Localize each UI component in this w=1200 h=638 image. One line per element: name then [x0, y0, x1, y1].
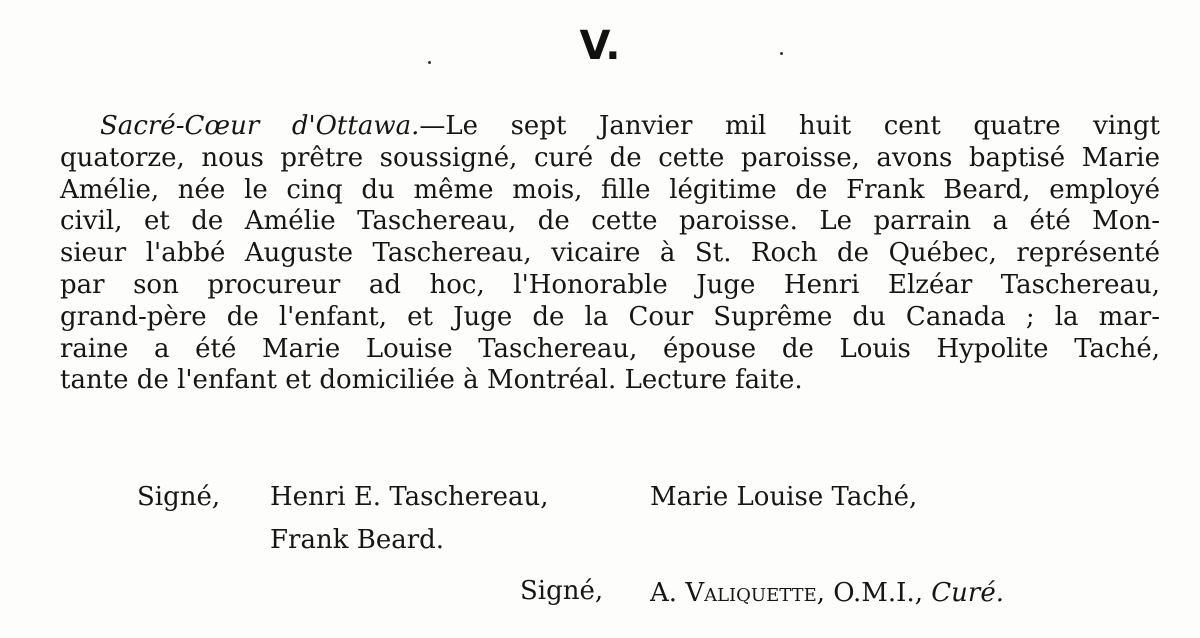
signature-name-marie-louise: Marie Louise Taché,: [650, 482, 918, 512]
section-heading: V.: [579, 23, 621, 69]
record-line-1-text: —Le sept Janvier mil huit cent quatre vingt: [419, 111, 1160, 141]
signature-name-frank: Frank Beard.: [270, 525, 445, 555]
record-line-5: sieur l'abbé Auguste Taschereau, vicaire à St. Roch de Québec, représenté: [60, 238, 1160, 269]
signature-label-1: Signé,: [137, 482, 221, 512]
priest-title: Curé.: [931, 578, 1004, 608]
record-line-8: raine a été Marie Louise Taschereau, épouse de Louis Hypolite Taché,: [60, 333, 1160, 364]
print-speck: [428, 61, 431, 64]
signature-label-2: Signé,: [520, 576, 604, 606]
record-line-2: quatorze, nous prêtre soussigné, curé de cette paroisse, avons baptisé Marie: [60, 142, 1160, 173]
place-name: Sacré-Cœur d'Ottawa.: [100, 111, 420, 141]
record-line-3: Amélie, née le cinq du même mois, fille légitime de Frank Beard, employé: [60, 174, 1160, 205]
record-line-9: tante de l'enfant et domiciliée à Montréal. Lecture faite.: [60, 365, 803, 396]
record-line-1: [60, 111, 1160, 143]
signature-name-henri: Henri E. Taschereau,: [270, 482, 549, 512]
priest-surname: Valiquette: [685, 578, 817, 608]
record-line-4: civil, et de Amélie Taschereau, de cette paroisse. Le parrain a été Mon-: [60, 206, 1160, 237]
priest-initial: A.: [650, 578, 678, 608]
priest-signature: [650, 576, 1004, 610]
baptism-record: [60, 111, 1160, 397]
print-speck: [780, 52, 783, 55]
record-line-7: grand-père de l'enfant, et Juge de la Cour Suprême du Canada ; la mar-: [60, 301, 1160, 332]
record-line-6: par son procureur ad hoc, l'Honorable Juge Henri Elzéar Taschereau,: [60, 269, 1160, 300]
priest-order: , O.M.I.,: [816, 578, 923, 608]
